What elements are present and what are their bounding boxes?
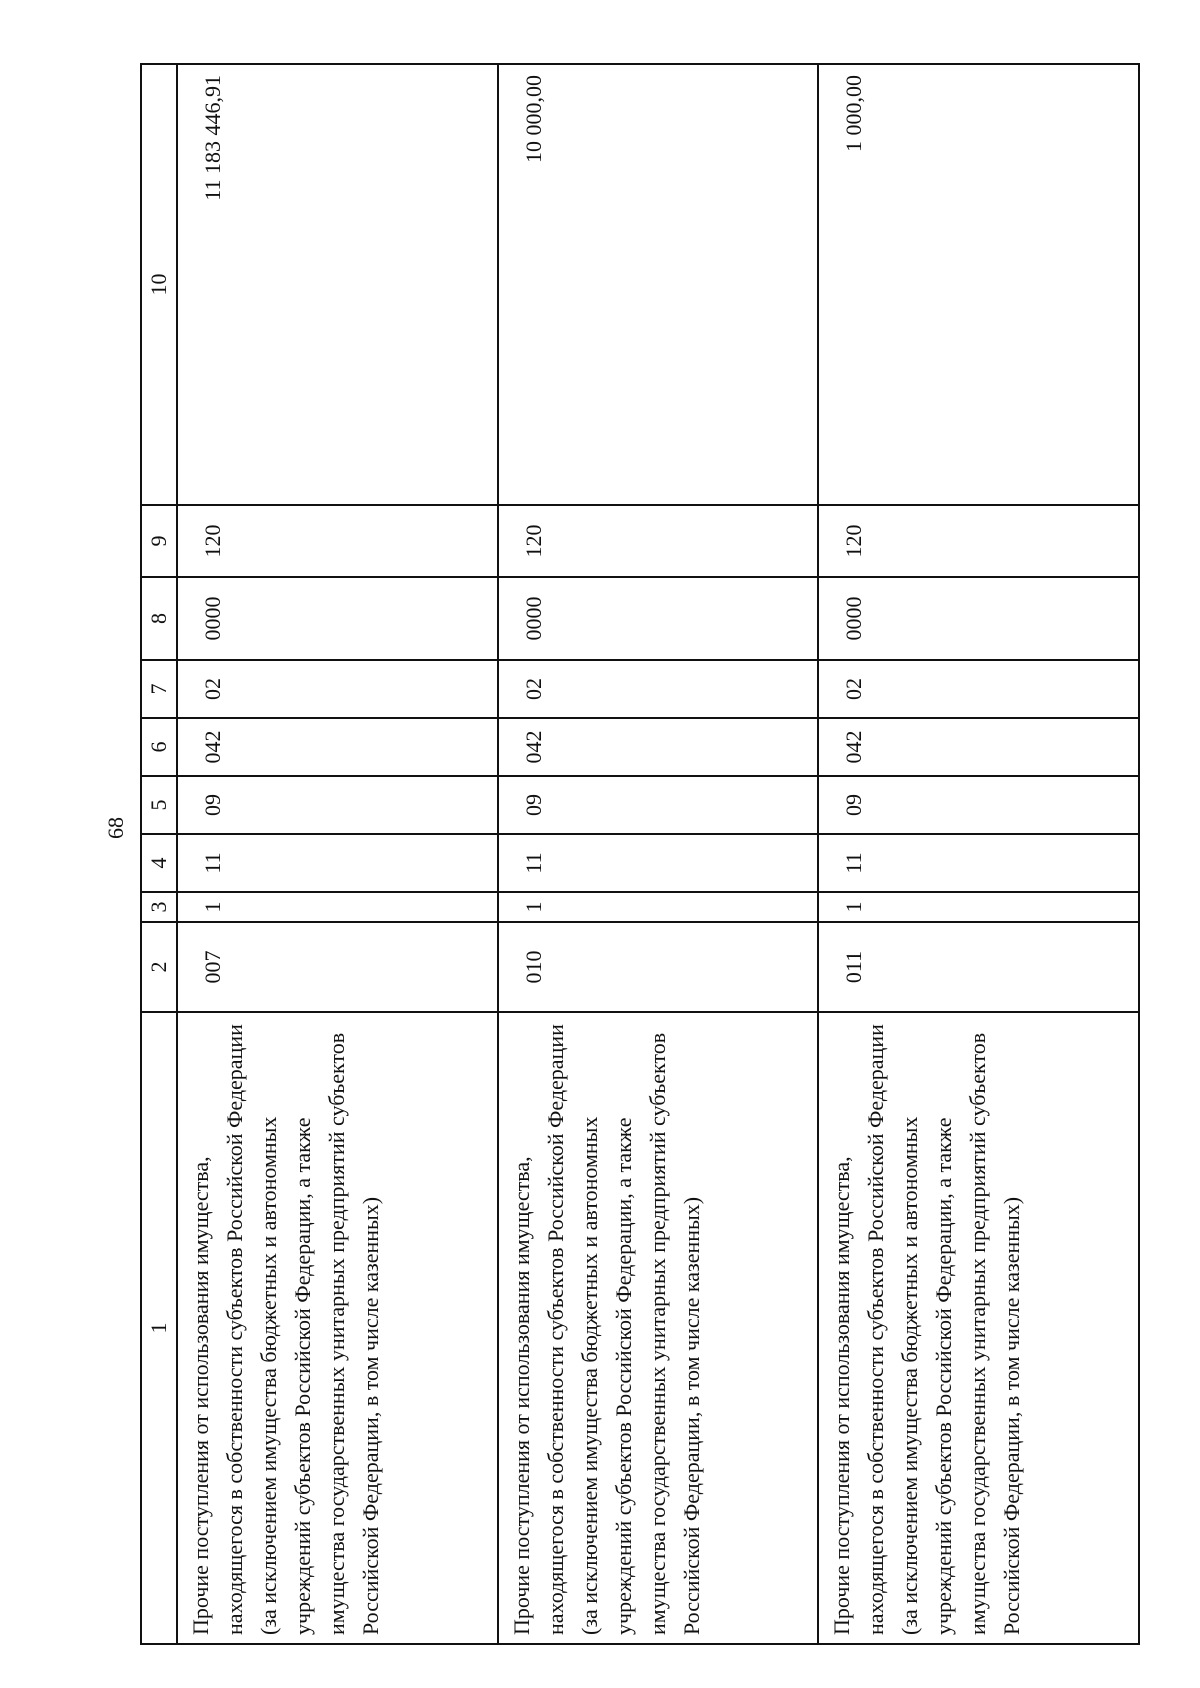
table-row xyxy=(177,64,498,1644)
cell-code-9: 120 xyxy=(818,505,1139,577)
cell-code-6: 042 xyxy=(498,718,819,776)
cell-code-3: 1 xyxy=(818,892,1139,922)
table-container xyxy=(140,65,1200,1635)
cell-code-3: 1 xyxy=(498,892,819,922)
cell-amount: 11 183 446,91 xyxy=(177,64,498,505)
cell-code-9: 120 xyxy=(498,505,819,577)
column-header: 5 xyxy=(141,776,177,834)
table-row xyxy=(498,64,819,1644)
cell-code-7: 02 xyxy=(498,660,819,718)
table-row xyxy=(818,64,1139,1644)
column-header: 2 xyxy=(141,922,177,1012)
cell-amount: 10 000,00 xyxy=(498,64,819,505)
cell-code-8: 0000 xyxy=(498,577,819,660)
row-description: Прочие поступления от использования имущества, находящегося в собственности субъектов Российской Федерации (за исключением имущества бюджетных и автономных учреждений субъектов Российской Федерации, а также имущества государственных унитарных предприятий субъектов Российской Федерации, в том числе казенных) xyxy=(498,1012,819,1644)
cell-code-4: 11 xyxy=(498,834,819,892)
cell-code-5: 09 xyxy=(818,776,1139,834)
cell-code-5: 09 xyxy=(177,776,498,834)
cell-code-2: 010 xyxy=(498,922,819,1012)
revenue-table xyxy=(140,63,1140,1645)
cell-code-9: 120 xyxy=(177,505,498,577)
cell-code-6: 042 xyxy=(177,718,498,776)
page-number: 68 xyxy=(103,817,128,839)
column-header: 10 xyxy=(141,64,177,505)
column-header: 9 xyxy=(141,505,177,577)
cell-code-7: 02 xyxy=(818,660,1139,718)
header-row xyxy=(141,64,177,1644)
cell-code-5: 09 xyxy=(498,776,819,834)
cell-code-2: 007 xyxy=(177,922,498,1012)
cell-code-3: 1 xyxy=(177,892,498,922)
column-header: 4 xyxy=(141,834,177,892)
cell-code-8: 0000 xyxy=(177,577,498,660)
row-description: Прочие поступления от использования имущества, находящегося в собственности субъектов Российской Федерации (за исключением имущества бюджетных и автономных учреждений субъектов Российской Федерации, а также имущества государственных унитарных предприятий субъектов Российской Федерации, в том числе казенных) xyxy=(818,1012,1139,1644)
column-header: 7 xyxy=(141,660,177,718)
cell-code-4: 11 xyxy=(177,834,498,892)
column-header: 8 xyxy=(141,577,177,660)
cell-code-4: 11 xyxy=(818,834,1139,892)
column-header: 1 xyxy=(141,1012,177,1644)
cell-code-6: 042 xyxy=(818,718,1139,776)
row-description: Прочие поступления от использования имущества, находящегося в собственности субъектов Российской Федерации (за исключением имущества бюджетных и автономных учреждений субъектов Российской Федерации, а также имущества государственных унитарных предприятий субъектов Российской Федерации, в том числе казенных) xyxy=(177,1012,498,1644)
cell-code-8: 0000 xyxy=(818,577,1139,660)
cell-code-2: 011 xyxy=(818,922,1139,1012)
cell-amount: 1 000,00 xyxy=(818,64,1139,505)
column-header: 3 xyxy=(141,892,177,922)
cell-code-7: 02 xyxy=(177,660,498,718)
column-header: 6 xyxy=(141,718,177,776)
